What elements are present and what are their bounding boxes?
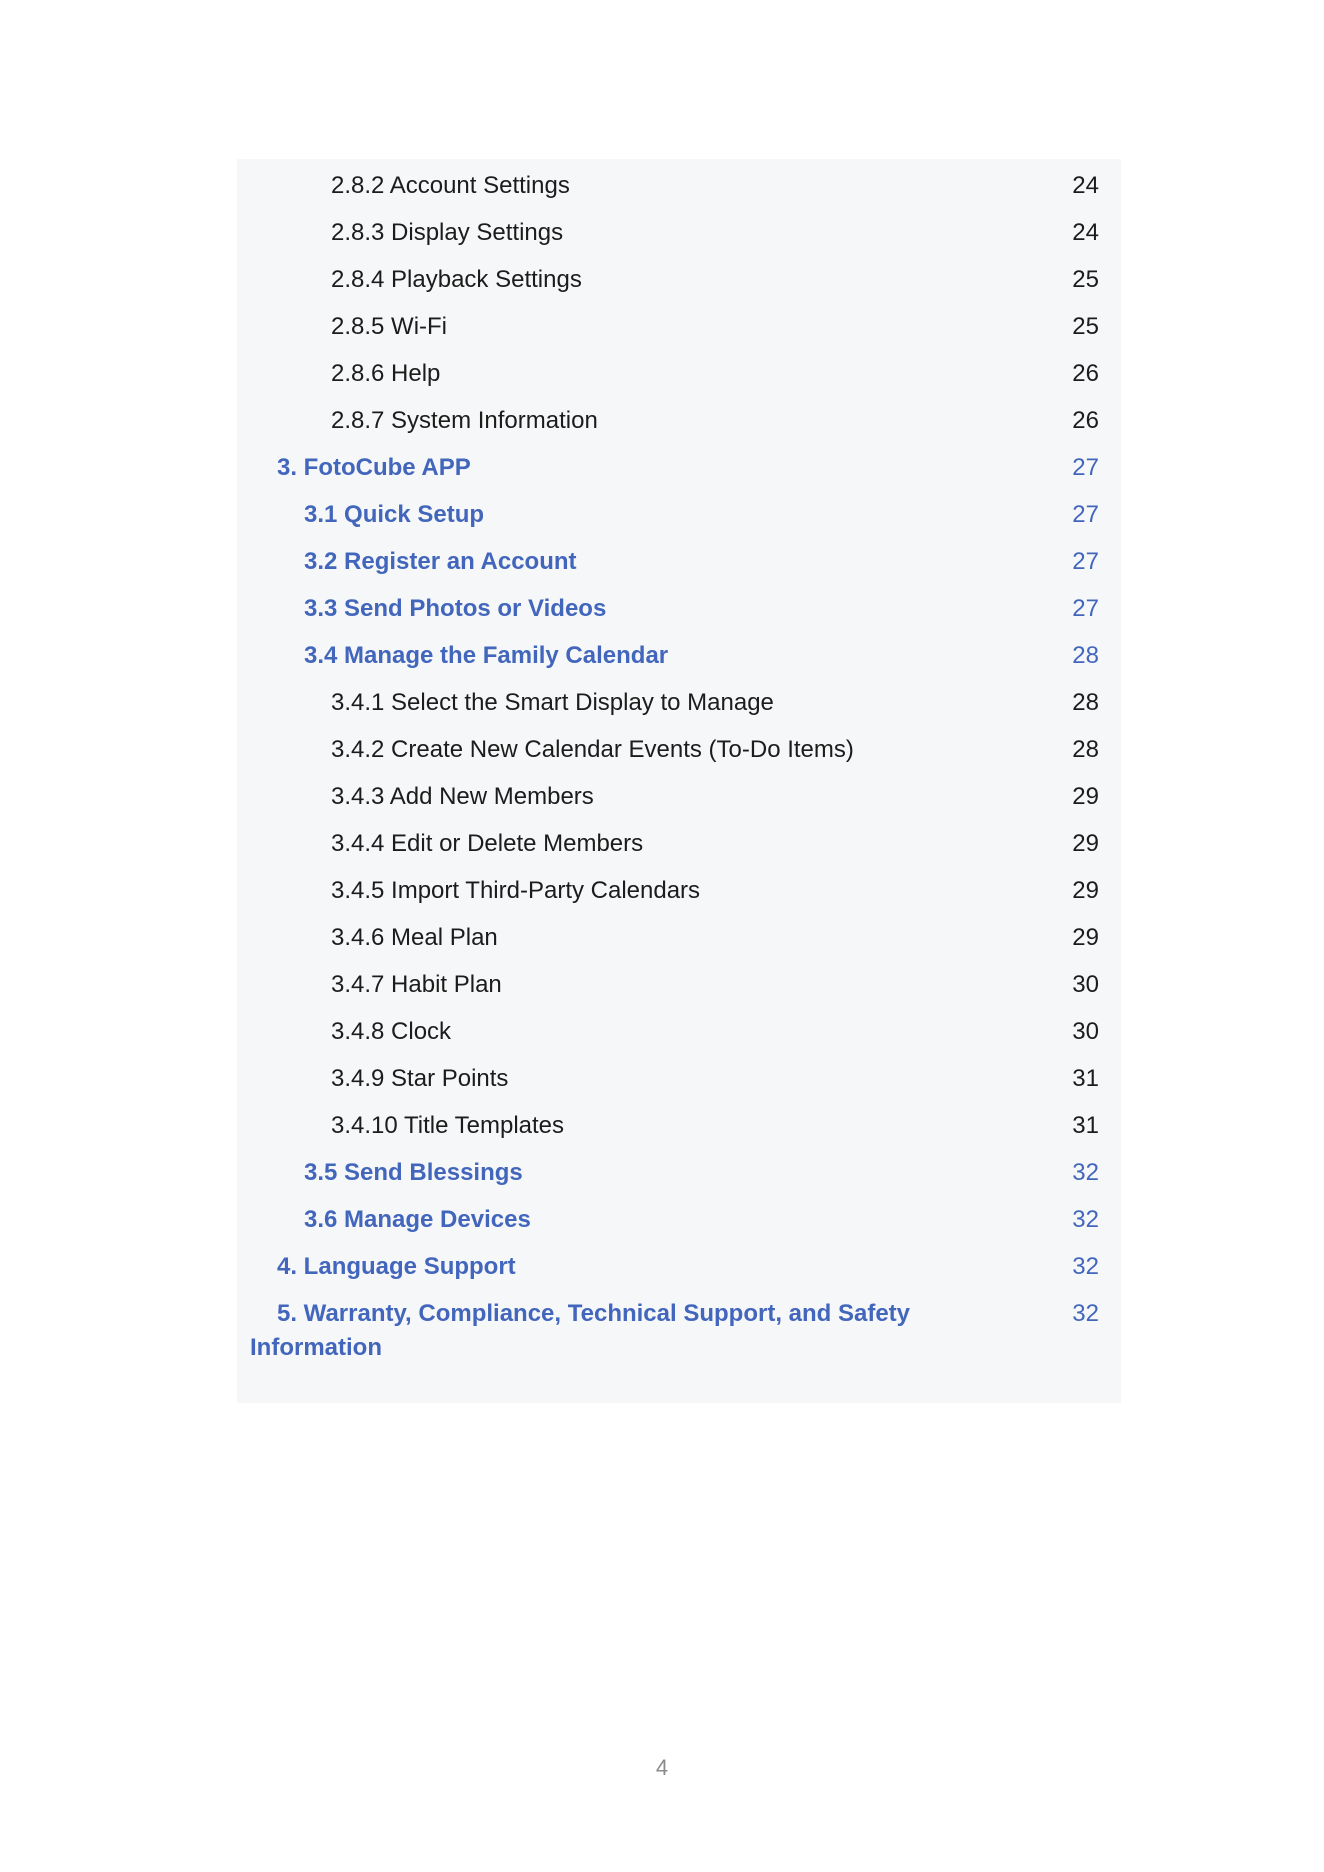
toc-entry[interactable]	[237, 1052, 1121, 1099]
toc-entry-title: 3.4 Manage the Family Calendar	[304, 642, 669, 669]
toc-entry-title: 3.4.10 Title Templates	[331, 1112, 565, 1139]
toc-entry-title: 3.4.5 Import Third-Party Calendars	[331, 877, 701, 904]
toc-entry-title: 5. Warranty, Compliance, Technical Support, and Safety Information	[250, 1300, 911, 1361]
toc-entry[interactable]	[237, 206, 1121, 253]
toc-entry[interactable]	[237, 347, 1121, 394]
toc-entry-page: 28	[1072, 689, 1099, 716]
toc-entry[interactable]	[237, 1099, 1121, 1146]
toc-entry-page: 25	[1072, 266, 1099, 293]
toc-entry-page: 26	[1072, 360, 1099, 387]
page-number: 4	[655, 1755, 669, 1780]
toc-entry-page: 25	[1072, 313, 1099, 340]
toc-entry-page: 28	[1072, 642, 1099, 669]
toc-entry[interactable]	[237, 253, 1121, 300]
toc-entry[interactable]	[237, 159, 1121, 206]
toc-entry-page: 29	[1072, 830, 1099, 857]
toc-entry-page: 29	[1072, 783, 1099, 810]
toc-entry[interactable]	[237, 770, 1121, 817]
toc-entry-page: 24	[1072, 172, 1099, 199]
toc-entry-title: 4. Language Support	[277, 1253, 516, 1280]
toc-entry-page: 27	[1072, 595, 1099, 622]
toc-entry-page: 31	[1072, 1112, 1099, 1139]
toc-entry[interactable]	[237, 864, 1121, 911]
toc-entry[interactable]	[237, 1240, 1121, 1287]
toc-entry-title: 3.3 Send Photos or Videos	[304, 595, 607, 622]
toc-entry-title: 3.4.7 Habit Plan	[331, 971, 502, 998]
table-of-contents	[237, 159, 1121, 1403]
toc-entry-page: 29	[1072, 877, 1099, 904]
toc-entry-title: 3.4.9 Star Points	[331, 1065, 509, 1092]
toc-entry-page: 32	[1072, 1253, 1099, 1280]
toc-entry-title: 3.2 Register an Account	[304, 548, 577, 575]
toc-entry-page: 28	[1072, 736, 1099, 763]
toc-entry-title: 3.4.6 Meal Plan	[331, 924, 498, 951]
toc-entry-title: 3.4.1 Select the Smart Display to Manage	[331, 689, 774, 716]
toc-entry[interactable]	[237, 911, 1121, 958]
toc-entry-page: 29	[1072, 924, 1099, 951]
toc-entry-page: 26	[1072, 407, 1099, 434]
toc-entry[interactable]	[237, 1005, 1121, 1052]
toc-entry-page: 32	[1072, 1206, 1099, 1233]
toc-entry[interactable]	[237, 1287, 1121, 1367]
toc-entry-title: 3.4.8 Clock	[331, 1018, 452, 1045]
toc-entry-title: 2.8.5 Wi-Fi	[331, 313, 448, 340]
toc-entry-page: 31	[1072, 1065, 1099, 1092]
toc-entry[interactable]	[237, 817, 1121, 864]
toc-entry-title: 3.4.3 Add New Members	[331, 783, 594, 810]
toc-entry-page: 27	[1072, 454, 1099, 481]
toc-entry[interactable]	[237, 535, 1121, 582]
toc-entry-title: 3.4.2 Create New Calendar Events (To-Do Items)	[331, 736, 854, 763]
toc-entry[interactable]	[237, 958, 1121, 1005]
toc-entry-page: 27	[1072, 548, 1099, 575]
toc-entry-title: 3.4.4 Edit or Delete Members	[331, 830, 644, 857]
toc-entry-title: 2.8.2 Account Settings	[331, 172, 570, 199]
toc-entry[interactable]	[237, 1146, 1121, 1193]
toc-entry[interactable]	[237, 1193, 1121, 1240]
toc-entry[interactable]	[237, 676, 1121, 723]
toc-entry[interactable]	[237, 582, 1121, 629]
toc-entry-page: 27	[1072, 501, 1099, 528]
toc-entry-page: 30	[1072, 971, 1099, 998]
toc-entry[interactable]	[237, 488, 1121, 535]
toc-entry-title: 2.8.7 System Information	[331, 407, 598, 434]
toc-entry[interactable]	[237, 441, 1121, 488]
toc-entry[interactable]	[237, 629, 1121, 676]
toc-entry-page: 32	[1072, 1300, 1099, 1327]
toc-entry-title: 2.8.3 Display Settings	[331, 219, 564, 246]
toc-entry-title: 3.1 Quick Setup	[304, 501, 485, 528]
toc-entry-page: 32	[1072, 1159, 1099, 1186]
toc-entry[interactable]	[237, 300, 1121, 347]
toc-entry-title: 2.8.4 Playback Settings	[331, 266, 582, 293]
toc-entry-title: 3.5 Send Blessings	[304, 1159, 523, 1186]
toc-entry[interactable]	[237, 723, 1121, 770]
toc-entry-title: 3. FotoCube APP	[277, 454, 471, 481]
toc-entry-page: 24	[1072, 219, 1099, 246]
toc-entry-title: 3.6 Manage Devices	[304, 1206, 531, 1233]
toc-entry[interactable]	[237, 394, 1121, 441]
toc-entry-title: 2.8.6 Help	[331, 360, 441, 387]
toc-entry-page: 30	[1072, 1018, 1099, 1045]
